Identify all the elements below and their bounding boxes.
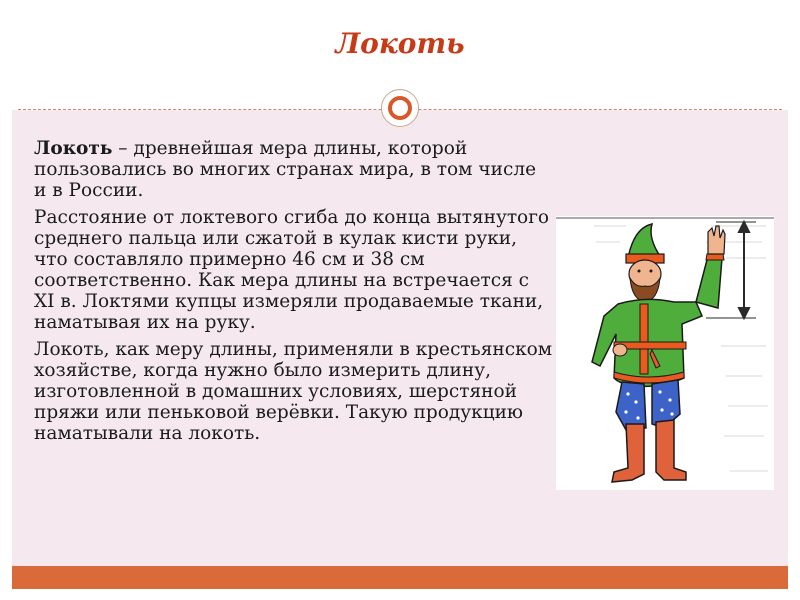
body-text	[34, 138, 554, 450]
paragraph-1	[34, 138, 554, 201]
slide-title: Локоть	[335, 27, 465, 60]
man-measuring-elbow-figure	[556, 216, 774, 490]
paragraph-3	[34, 339, 554, 444]
paragraph-3-text: Локоть, как меру длины, применяли в крестьянском хозяйстве, когда нужно было измерить длину, изготовленной в домашних условиях, шерстяной пряжи или пеньковой верёвки. Такую продукцию наматывали на локоть.	[34, 339, 553, 444]
bottom-bar	[12, 566, 788, 589]
paragraph-1-text: – древнейшая мера длины, которой пользовались во многих странах мира, в том числе и в России.	[34, 138, 537, 201]
hat	[626, 224, 664, 263]
boots	[612, 420, 686, 482]
paragraph-2	[34, 207, 554, 333]
raised-arm	[696, 226, 725, 308]
shirt	[592, 299, 702, 386]
illustration	[556, 216, 774, 490]
paragraph-2-text: Расстояние от локтевого сгиба до конца вытянутого среднего пальца или сжатой в кулак кисти руки, что составляло примерно 46 см и 38 см соответственно. Как мера длины на встречается с XI в. Локтями купцы измеряли продаваемые ткани, наматывая их на руку.	[34, 207, 550, 333]
term-bold: Локоть	[34, 138, 113, 159]
circle-ornament-icon	[381, 89, 419, 127]
hip-hand	[613, 344, 627, 356]
head	[629, 260, 661, 302]
